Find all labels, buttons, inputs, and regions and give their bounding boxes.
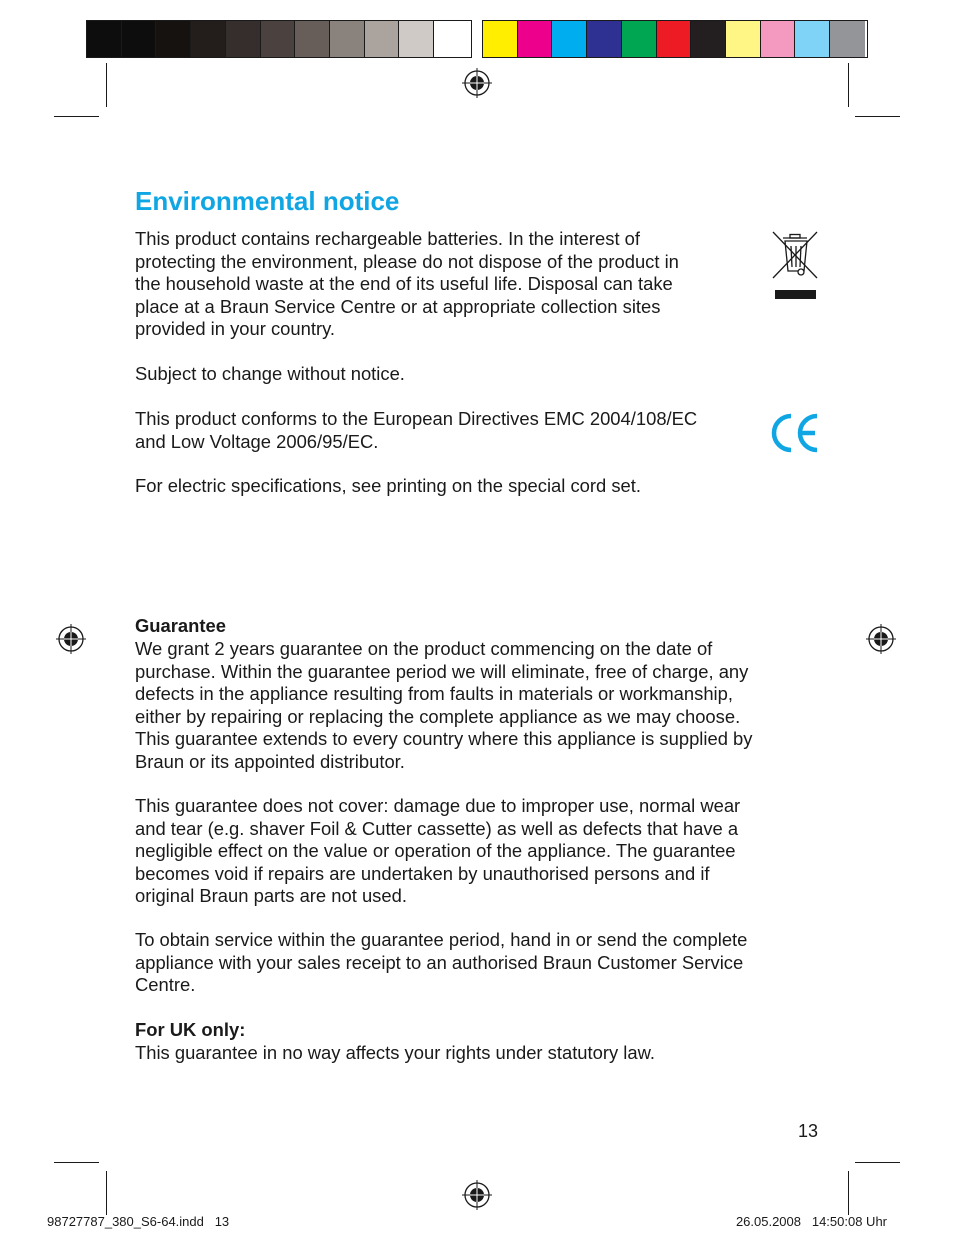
- text-line: defects in the appliance resulting from faults in materials or workmanship,: [135, 683, 733, 704]
- color-swatch: [726, 21, 761, 57]
- crop-mark-top-left-horizontal: [54, 116, 99, 117]
- environmental-notice-paragraph: [135, 228, 679, 341]
- color-swatch: [657, 21, 692, 57]
- color-swatch: [434, 21, 469, 57]
- uk-only-section: [135, 1019, 655, 1064]
- color-swatch: [295, 21, 330, 57]
- text-line: This product contains rechargeable batteries. In the interest of: [135, 228, 641, 249]
- ce-mark-icon: [769, 410, 821, 456]
- text-line: and Low Voltage 2006/95/EC.: [135, 430, 379, 452]
- guarantee-paragraph-2: [135, 795, 740, 908]
- crossed-out-wheelie-bin-icon: [770, 229, 820, 301]
- text-line: and tear (e.g. shaver Foil & Cutter cassette) as well as defects that have a: [135, 817, 739, 839]
- crop-mark-bottom-left-vertical: [106, 1171, 107, 1215]
- text-line: negligible effect on the value or operation of the appliance. The guarantee: [135, 840, 736, 861]
- color-swatch: [87, 21, 122, 57]
- crop-mark-bottom-right-vertical: [848, 1171, 849, 1215]
- registration-mark-icon: [462, 68, 492, 98]
- text-line: protecting the environment, please do not dispose of the product in: [135, 250, 679, 272]
- uk-only-heading: For UK only:: [135, 1019, 246, 1040]
- text-line: We grant 2 years guarantee on the product commencing on the date of: [135, 638, 713, 659]
- text-line: provided in your country.: [135, 318, 336, 339]
- color-swatch: [261, 21, 296, 57]
- text-line: purchase. Within the guarantee period we will eliminate, free of charge, any: [135, 660, 749, 682]
- text-line: place at a Braun Service Centre or at appropriate collection sites: [135, 295, 661, 317]
- color-swatch: [191, 21, 226, 57]
- text-line: To obtain service within the guarantee period, hand in or send the complete: [135, 929, 748, 950]
- crop-mark-top-right-vertical: [848, 63, 849, 107]
- color-swatch: [483, 21, 518, 57]
- color-swatch: [226, 21, 261, 57]
- registration-mark-icon: [462, 1180, 492, 1210]
- process-color-bar: [482, 20, 868, 58]
- guarantee-paragraph-3: [135, 929, 747, 997]
- color-swatch: [518, 21, 553, 57]
- uk-only-text: This guarantee in no way affects your rights under statutory law.: [135, 1041, 655, 1063]
- text-line: Centre.: [135, 974, 196, 995]
- grayscale-color-bar: [86, 20, 472, 58]
- color-swatch: [330, 21, 365, 57]
- color-swatch: [622, 21, 657, 57]
- color-swatch: [587, 21, 622, 57]
- color-swatch: [691, 21, 726, 57]
- text-line: becomes void if repairs are undertaken by unauthorised persons and if: [135, 862, 710, 884]
- color-swatch: [365, 21, 400, 57]
- crop-mark-top-left-vertical: [106, 63, 107, 107]
- text-line: original Braun parts are not used.: [135, 885, 407, 906]
- page-number: 13: [798, 1121, 819, 1141]
- text-line: Braun or its appointed distributor.: [135, 750, 405, 772]
- color-swatch: [552, 21, 587, 57]
- guarantee-heading: Guarantee: [135, 615, 226, 636]
- text-line: This guarantee extends to every country where this appliance is supplied by: [135, 728, 753, 749]
- color-swatch: [761, 21, 796, 57]
- text-line: This guarantee does not cover: damage due to improper use, normal wear: [135, 795, 741, 816]
- crop-mark-bottom-left-horizontal: [54, 1162, 99, 1163]
- crop-mark-bottom-right-horizontal: [855, 1162, 900, 1163]
- conformity-statement: [135, 408, 697, 453]
- text-line: either by repairing or replacing the complete appliance as we may choose.: [135, 705, 741, 727]
- file-slug: 98727787_380_S6-64.indd 13: [47, 1214, 230, 1229]
- color-swatch: [795, 21, 830, 57]
- registration-mark-icon: [56, 624, 86, 654]
- guarantee-paragraph-1: [135, 638, 752, 773]
- color-swatch: [156, 21, 191, 57]
- text-line: the household waste at the end of its useful life. Disposal can take: [135, 273, 673, 294]
- subject-to-change-text: Subject to change without notice.: [135, 363, 405, 384]
- color-swatch: [830, 21, 865, 57]
- color-swatch: [399, 21, 434, 57]
- environmental-notice-heading: Environmental notice: [135, 186, 400, 216]
- date-slug: 26.05.2008 14:50:08 Uhr: [735, 1214, 887, 1229]
- electric-specifications-text: For electric specifications, see printing on the special cord set.: [135, 475, 641, 496]
- color-swatch: [122, 21, 157, 57]
- registration-mark-icon: [866, 624, 896, 654]
- crop-mark-top-right-horizontal: [855, 116, 900, 117]
- text-line: This product conforms to the European Directives EMC 2004/108/EC: [135, 408, 698, 429]
- text-line: appliance with your sales receipt to an authorised Braun Customer Service: [135, 951, 744, 973]
